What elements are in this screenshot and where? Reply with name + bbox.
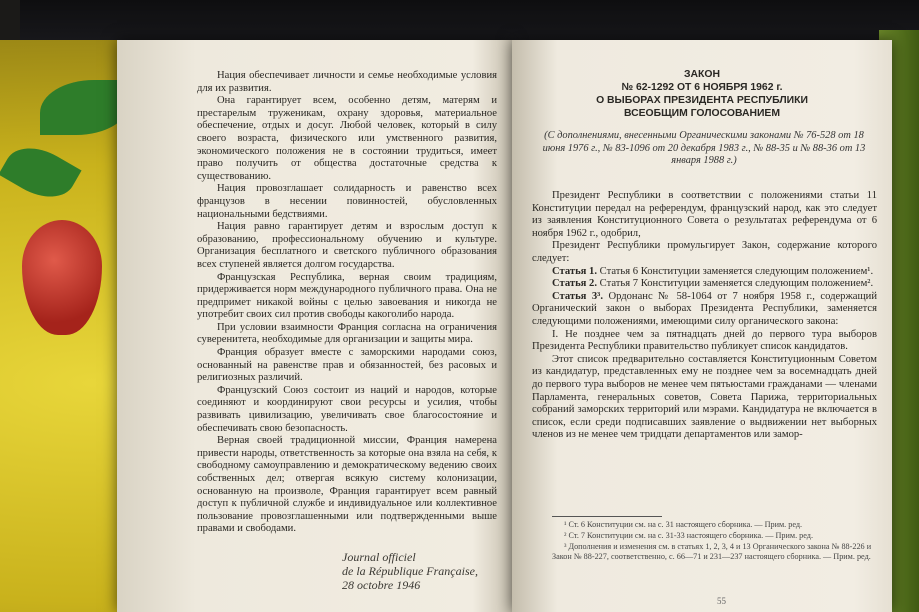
- paragraph: Нация обеспечивает личности и семье необходимые условия для их развития.: [197, 70, 497, 94]
- paragraph: Нация равно гарантирует детям и взрослым доступ к образованию, профессиональному обучению и культуре. Организация бесплатного и светского публичного образования всех ступеней является долгом государства.: [197, 221, 497, 270]
- article-text: Статья 7 Конституции заменяется следующим положением².: [599, 278, 874, 290]
- signature-line: Journal officiel: [342, 550, 416, 564]
- left-page: [117, 40, 512, 612]
- right-page: [512, 40, 892, 612]
- footnote-rule: [552, 516, 662, 517]
- article-label: Статья 1.: [552, 265, 597, 277]
- article-paragraph: [532, 278, 877, 291]
- page-number: 55: [717, 596, 726, 606]
- law-title: [512, 68, 892, 120]
- footnote: ² Ст. 7 Конституции см. на с. 31-33 настоящего сборника. — Прим. ред.: [564, 530, 813, 540]
- footnote: ³ Дополнения и изменения см. в статьях 1, 2, 3, 4 и 13 Органического закона № 88-226 и Закон № 88-227, соответственно, с. 66—71 и 231—237 настоящего сборника. — Прим. ред.: [552, 541, 872, 562]
- title-line: ЗАКОН: [684, 69, 720, 80]
- amendments-note: (С дополнениями, внесенными Органическими законами № 76-528 от 18 июня 1976 г., № 83-1096 от 20 декабря 1983 г., № 88-35 и № 88-36 от 13 января 1988 г.): [542, 130, 866, 167]
- intro-paragraph: Президент Республики в соответствии с положениями статьи 11 Конституции передал на референдум, французский народ, как это следует из заявления Конституционного Совета о результатах референдума от 6 ноября 1962 г., одобрил,: [532, 190, 877, 239]
- paragraph: Она гарантирует всем, особенно детям, матерям и престарелым труженикам, охрану здоровья, материальное обеспечение, отдых и досуг. Любой человек, который в силу своего возраста, физического или умственного развития, экономического положения не в состоянии трудиться, имеет право получить от общества достаточные средства к существованию.: [197, 95, 497, 182]
- law-body: [532, 190, 877, 442]
- paragraph: Верная своей традиционной миссии, Франция намерена привести народы, ответственность за которые она взяла на себя, к свободному самоуправлению и демократическому ведению своих собственных дел; отвергая всякую систему колонизации, основанную на произволе, Франция гарантирует всем равный доступ к публичной службе и индивидуальное или коллективное пользование провозглашенными или подтвержденными выше правами и свободами.: [197, 435, 497, 535]
- promulgation-paragraph: Президент Республики промульгирует Закон, содержание которого следует:: [532, 240, 877, 264]
- footnote: ¹ Ст. 6 Конституции см. на с. 31 настоящего сборника. — Прим. ред.: [564, 520, 803, 529]
- title-line: № 62-1292 ОТ 6 НОЯБРЯ 1962 г.: [621, 82, 783, 93]
- clause-paragraph: I. Не позднее чем за пятнадцать дней до первого тура выборов Президента Республики правительство публикует список кандидатов.: [532, 328, 877, 353]
- paragraph: Французская Республика, верная своим традициям, придерживается норм международного публичного права. Она не предпримет никакой войны с целью завоевания и никогда не употребит своих сил против свободы какоголибо народа.: [197, 271, 497, 321]
- paragraph: Французский Союз состоит из наций и народов, которые соединяют и координируют свои ресурсы и усилия, чтобы развивать цивилизацию, увеличивать свое благосостояние и обеспечивать свою безопасность.: [197, 384, 497, 434]
- left-page-text: [197, 70, 497, 536]
- signature-line: 28 octobre 1946: [342, 578, 421, 592]
- article-paragraph: [532, 266, 877, 279]
- article-paragraph: [532, 291, 877, 329]
- article-text: Ордонанс № 58-1064 от 7 ноября 1958 г., содержащий Органический закон о выборах Президента Республики, заменяется следующими положениями, имеющими силу органического закона:: [532, 290, 877, 327]
- paragraph: Франция образует вместе с заморскими народами союз, основанный на равенстве прав и обязанностей, без расовых и религиозных различий.: [197, 347, 497, 384]
- article-label: Статья 2.: [552, 278, 597, 290]
- paragraph: При условии взаимности Франция согласна на ограничения суверенитета, необходимые для организации и защиты мира.: [197, 321, 497, 346]
- signature-line: de la République Française,: [342, 564, 478, 578]
- clause-paragraph: Этот список предварительно составляется Конституционным Советом из кандидатур, представленных ему не позднее чем за восемнадцать дней до первого тура выборов не менее чем пятьюстами гражданами — членами Парламента, генеральных советов, Совета Парижа, территориальных собраний заморских территорий или мэрами. Кандидатура не включается в список, если среди подписавших заявление о выдвижении нет выборных членов из не менее чем тридцати департаментов или замор-: [532, 353, 877, 441]
- title-line: ВСЕОБЩИМ ГОЛОСОВАНИЕМ: [623, 108, 780, 119]
- paragraph: Нация провозглашает солидарность и равенство всех французов в несении повинностей, обусловленных национальными бедствиями.: [197, 183, 497, 220]
- title-line: О ВЫБОРАХ ПРЕЗИДЕНТА РЕСПУБЛИКИ: [596, 95, 808, 106]
- source-signature: [342, 550, 478, 592]
- article-label: Статья 3³.: [552, 290, 603, 302]
- footnotes: [552, 520, 872, 563]
- article-text: Статья 6 Конституции заменяется следующим положением¹.: [599, 265, 874, 277]
